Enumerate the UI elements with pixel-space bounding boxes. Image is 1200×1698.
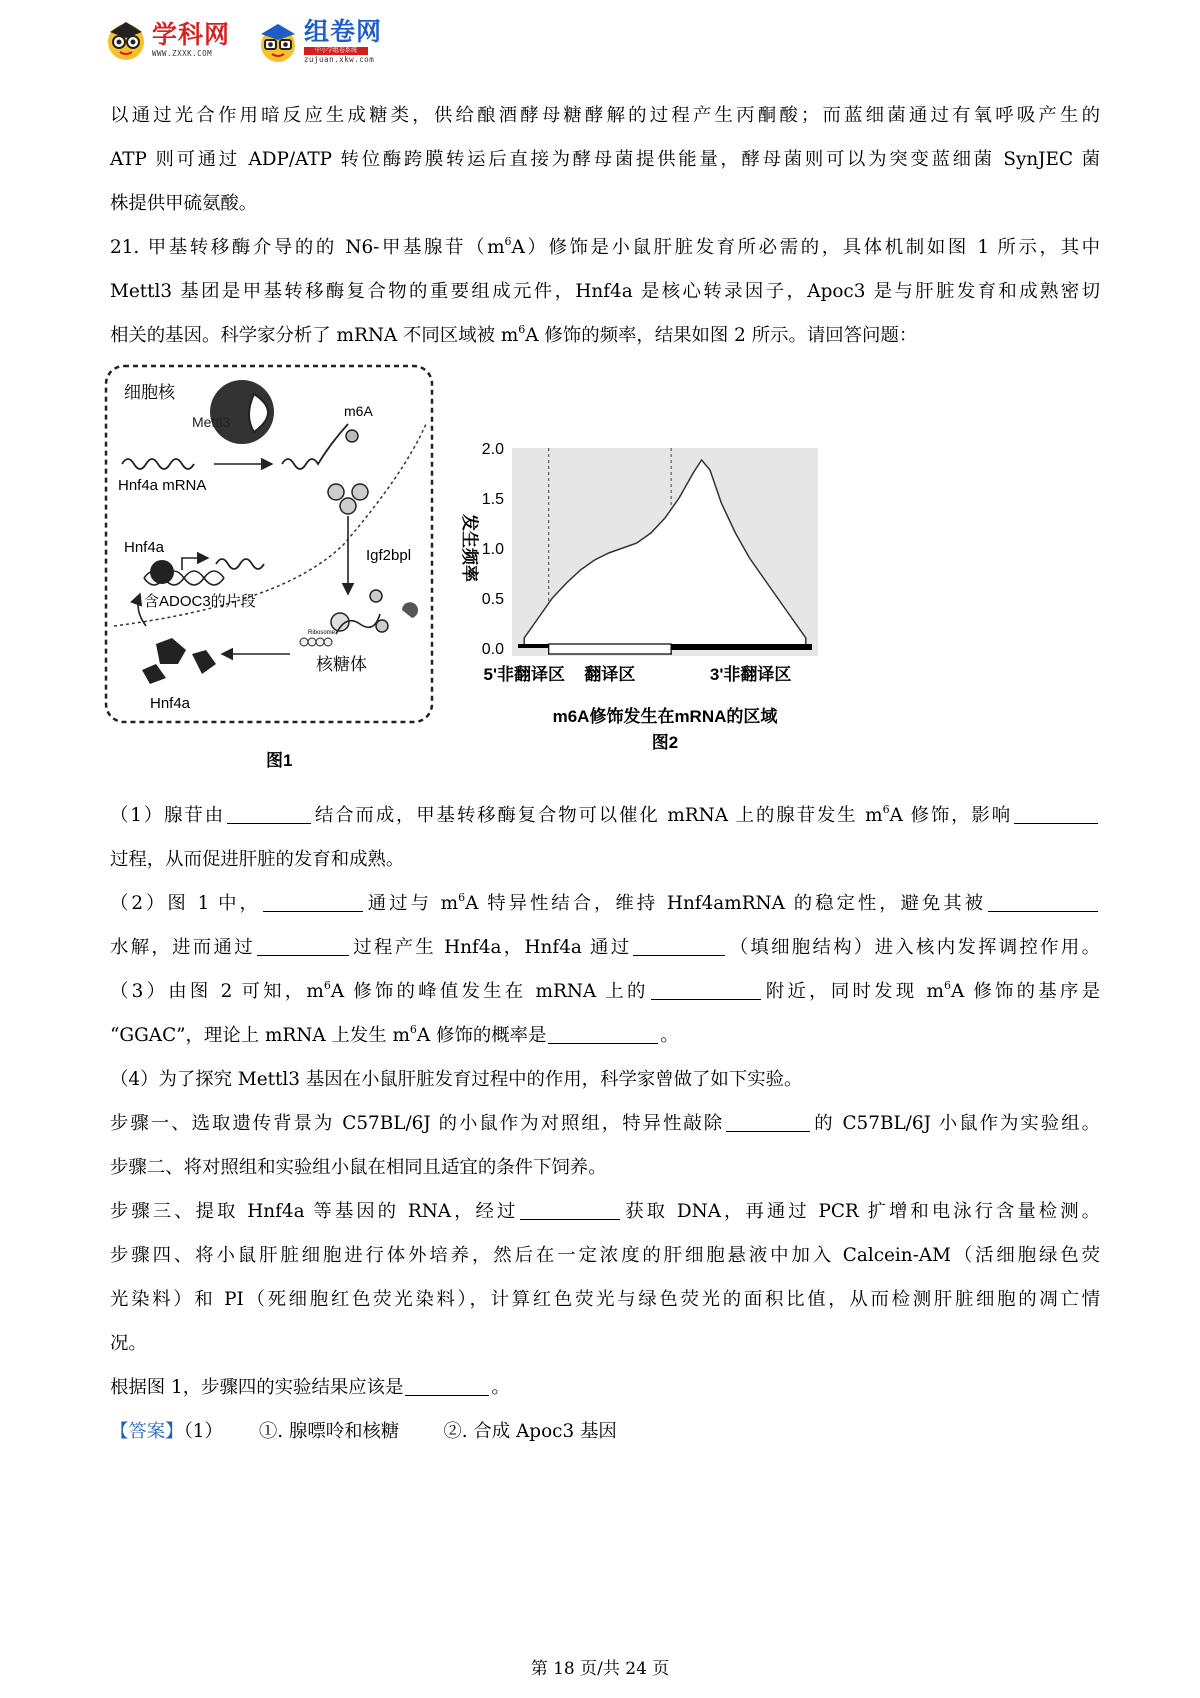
question-1-line [110, 794, 1100, 838]
superscript: 6 [518, 323, 526, 336]
zujuan-logo[interactable] [256, 18, 382, 65]
zxxk-logo-title: 学科网 [152, 20, 231, 49]
text-span: A 修饰的基序是 [950, 981, 1100, 1002]
text-span: A）修饰是小鼠肝脏发育所必需的，具体机制如图 1 所示，其中 [511, 237, 1100, 258]
answer-blank[interactable] [1014, 803, 1098, 824]
answer-item-2: ②. 合成 Apoc3 基因 [443, 1421, 617, 1442]
paragraph-line: ATP 则可通过 ADP/ATP 转位酶跨膜转运后直接为酵母菌提供能量，酵母菌则可以为突变蓝细菌 SynJEC 菌 [110, 149, 1100, 170]
step-4-line: 步骤四、将小鼠肝脏细胞进行体外培养，然后在一定浓度的肝细胞悬液中加入 Calcein-AM（活细胞绿色荧 [110, 1245, 1100, 1266]
step-3-line [110, 1190, 1100, 1234]
region-bar-5utr [518, 644, 549, 648]
figure-2-chart [450, 424, 830, 774]
page-header [104, 18, 404, 70]
text-span: A 修饰的峰值发生在 mRNA 上的 [330, 981, 649, 1002]
answer-blank[interactable] [520, 1199, 620, 1220]
text-span: “GGAC”，理论上 mRNA 上发生 m [110, 1025, 410, 1046]
text-span: 步骤三、提取 Hnf4a 等基因的 RNA，经过 [110, 1201, 519, 1222]
label-mrna: Hnf4a mRNA [118, 477, 207, 494]
question-21-line [110, 226, 1100, 270]
answer-item-1: ①. 腺嘌呤和核糖 [258, 1421, 400, 1442]
superscript: 6 [323, 979, 331, 992]
text-span: （3）由图 2 可知，m [110, 981, 324, 1002]
step-4-line: 光染料）和 PI（死细胞红色荧光染料），计算红色荧光与绿色荧光的面积比值，从而检测肝脏细胞的凋亡情 [110, 1289, 1100, 1310]
text-span: （1）腺苷由 [110, 805, 225, 826]
superscript: 6 [943, 979, 951, 992]
text-span: 。 [491, 1377, 510, 1398]
y-tick-label: 1.5 [481, 491, 504, 508]
answer-blank[interactable] [257, 935, 349, 956]
region-label: 5'非翻译区 [483, 665, 565, 684]
answer-blank[interactable] [988, 891, 1098, 912]
label-igf: Igf2bpl [366, 547, 412, 564]
answer-blank[interactable] [405, 1375, 489, 1396]
zxxk-logo[interactable] [104, 18, 230, 62]
question-2-line [110, 926, 1100, 970]
final-question-line [110, 1366, 1100, 1410]
text-span: A 修饰的频率，结果如图 2 所示。请回答问题： [525, 325, 918, 346]
text-span: 。 [660, 1025, 679, 1046]
y-tick-label: 0.5 [481, 591, 504, 608]
region-label: 3'非翻译区 [709, 665, 792, 684]
region-bar-cds [549, 644, 671, 654]
text-span: 21. 甲基转移酶介导的的 N6-甲基腺苷（m [110, 237, 505, 258]
label-mettl3: Mettl3 [192, 414, 231, 430]
answer-blank[interactable] [633, 935, 725, 956]
figure-2-caption: 图2 [651, 733, 679, 752]
label-fragment: 含ADOC3的片段 [144, 593, 256, 610]
question-2-line [110, 882, 1100, 926]
text-span: 获取 DNA，再通过 PCR 扩增和电泳行含量检测。 [622, 1201, 1100, 1222]
label-ribosome: 核糖体 [316, 655, 367, 674]
paragraph-line: 株提供甲硫氨酸。 [110, 193, 258, 214]
zujuan-logo-url: zujuan.xkw.com [304, 55, 375, 64]
step-4-line: 况。 [110, 1333, 147, 1354]
x-axis-label: m6A修饰发生在mRNA的区域 [552, 707, 778, 726]
text-span: 步骤一、选取遗传背景为 C57BL/6J 的小鼠作为对照组，特异性敲除 [110, 1113, 725, 1134]
text-span: A 特异性结合，维持 Hnf4amRNA 的稳定性，避免其被 [465, 893, 986, 914]
mascot-face-icon [256, 20, 300, 64]
question-3-line [110, 970, 1100, 1014]
zujuan-logo-title: 组卷网 [304, 17, 383, 46]
answer-blank[interactable] [227, 803, 311, 824]
answer-blank[interactable] [651, 979, 761, 1000]
text-span: A 修饰的概率是 [416, 1025, 547, 1046]
text-span: （2）图 1 中， [110, 893, 261, 914]
answer-blank[interactable] [263, 891, 363, 912]
label-nucleus: 细胞核 [124, 383, 175, 402]
zujuan-logo-tag: 中小学组卷系统 [304, 47, 368, 55]
question-21-line [110, 314, 1100, 358]
figure-1-caption: 图1 [266, 751, 293, 770]
mrna-wave-2 [282, 424, 348, 469]
text-span: （填细胞结构）进入核内发挥调控作用。 [727, 937, 1100, 958]
text-span: 通过与 m [364, 893, 459, 914]
paragraph-line: 以通过光合作用暗反应生成糖类，供给酿酒酵母糖酵解的过程产生丙酮酸；而蓝细菌通过有氧呼吸产生的 [110, 105, 1100, 126]
answer-line [110, 1410, 1100, 1454]
text-span: 的 C57BL/6J 小鼠作为实验组。 [812, 1113, 1100, 1134]
step-1-line [110, 1102, 1100, 1146]
step-2-line: 步骤二、将对照组和实验组小鼠在相同且适宜的条件下饲养。 [110, 1157, 607, 1178]
hnf4a-icon [156, 638, 186, 664]
superscript: 6 [504, 235, 512, 248]
y-tick-label: 0.0 [481, 641, 504, 658]
superscript: 6 [458, 891, 466, 904]
region-bar-3utr [671, 644, 812, 650]
text-span: 过程产生 Hnf4a，Hnf4a 通过 [350, 937, 632, 958]
text-span: 相关的基因。科学家分析了 mRNA 不同区域被 m [110, 325, 519, 346]
region-label: 翻译区 [584, 665, 636, 684]
zxxk-logo-url: WWW.ZXXK.COM [152, 49, 213, 58]
answer-blank[interactable] [548, 1023, 658, 1044]
mrna-wave-1 [122, 459, 194, 469]
label-hnf4a-top: Hnf4a [124, 539, 165, 556]
question-3-line [110, 1014, 1100, 1058]
superscript: 6 [409, 1023, 417, 1036]
text-span: A 修饰，影响 [889, 805, 1012, 826]
y-tick-label: 2.0 [481, 441, 504, 458]
question-21-line: Mettl3 基团是甲基转移酶复合物的重要组成元件，Hnf4a 是核心转录因子，Apoc3 是与肝脏发育和成熟密切 [110, 281, 1100, 302]
text-span: 附近，同时发现 m [762, 981, 944, 1002]
page-footer: 第 18 页/共 24 页 [530, 1659, 670, 1679]
figure-1-diagram [104, 364, 436, 726]
answer-blank[interactable] [726, 1111, 810, 1132]
answer-part: （1） [183, 1421, 223, 1442]
label-ribosome-small: Ribosome [308, 630, 336, 636]
question-1-line: 过程，从而促进肝脏的发育和成熟。 [110, 849, 405, 870]
question-4-line: （4）为了探究 Mettl3 基因在小鼠肝脏发育过程中的作用，科学家曾做了如下实验。 [110, 1069, 803, 1090]
text-span: 结合而成，甲基转移酶复合物可以催化 mRNA 上的腺苷发生 m [312, 805, 883, 826]
owl-face-icon [104, 18, 148, 62]
label-hnf4a-bottom: Hnf4a [150, 695, 191, 712]
label-m6a: m6A [344, 403, 373, 419]
superscript: 6 [882, 803, 890, 816]
answer-label: 【答案】 [110, 1421, 184, 1442]
y-tick-label: 1.0 [481, 541, 504, 558]
y-axis-label: 发生频率 [460, 514, 479, 582]
text-span: 水解，进而通过 [110, 937, 255, 958]
figures-area [110, 358, 1100, 794]
text-span: 根据图 1，步骤四的实验结果应该是 [110, 1377, 404, 1398]
page-content [110, 94, 1100, 1454]
